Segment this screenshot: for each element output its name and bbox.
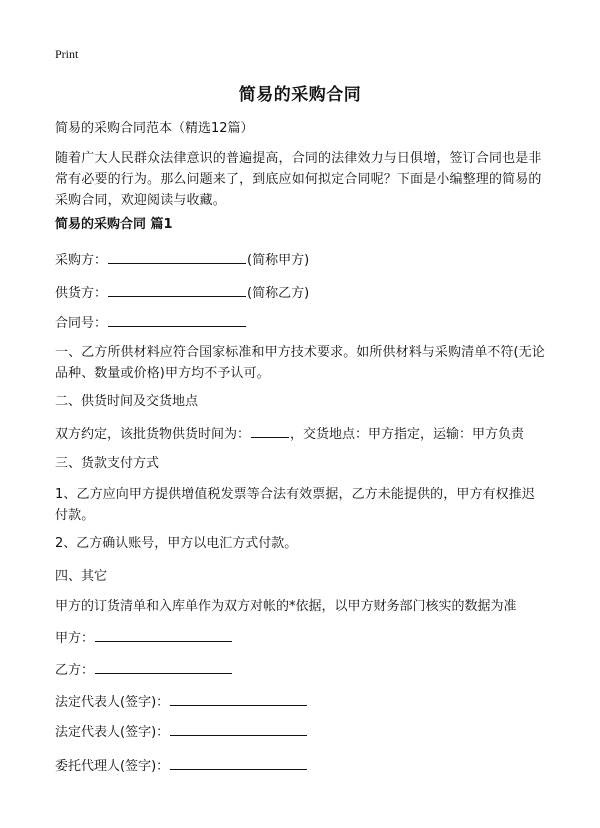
clause-3-heading: 三、货款支付方式: [55, 456, 160, 471]
legal-rep-1-blank-line: [170, 692, 307, 706]
clause-2-heading: 二、供货时间及交货地点: [55, 394, 199, 409]
print-link[interactable]: Print: [55, 47, 79, 61]
agent-blank-line: [170, 756, 307, 770]
delivery-time-blank-line: [251, 424, 289, 438]
delivery-time-label: 双方约定，该批货物供货时间为：: [55, 427, 251, 442]
legal-rep-1-row: [55, 692, 308, 712]
party-a-row: [55, 628, 233, 648]
party-a-blank-line: [95, 628, 232, 642]
clause-3-item-2: 2、乙方确认账号，甲方以电汇方式付款。: [55, 536, 298, 551]
contract-number-label: 合同号：: [55, 316, 108, 331]
clause-4-text: 甲方的订货清单和入库单作为双方对帐的*依据，以甲方财务部门核实的数据为准: [55, 599, 517, 614]
supplier-blank-line: [108, 283, 246, 297]
delivery-terms-text: ，交货地点：甲方指定，运输：甲方负责: [290, 427, 525, 442]
buyer-label: 采购方：: [55, 253, 108, 268]
intro-paragraph: 随着广大人民群众法律意识的普遍提高，合同的法律效力与日俱增，签订合同也是非常有必要的行为。那么问题来了，到底应如何拟定合同呢？下面是小编整理的简易的采购合同，欢迎阅读与收藏。: [55, 151, 542, 208]
supplier-suffix: (简称乙方): [247, 286, 310, 301]
agent-label: 委托代理人(签字)：: [55, 759, 170, 774]
buyer-blank-line: [108, 250, 246, 264]
party-b-blank-line: [95, 660, 232, 674]
party-a-label: 甲方：: [55, 631, 95, 646]
legal-rep-2-label: 法定代表人(签字)：: [55, 725, 170, 740]
clause-3-item-1: 1、乙方应向甲方提供增值税发票等合法有效票据，乙方未能提供的，甲方有权推迟付款。: [55, 487, 535, 523]
document-subtitle: 简易的采购合同范本（精选12篇）: [55, 121, 254, 136]
legal-rep-2-blank-line: [170, 722, 307, 736]
legal-rep-2-row: [55, 722, 308, 742]
agent-row: [55, 756, 308, 776]
buyer-suffix: (简称甲方): [247, 253, 310, 268]
supplier-label: 供货方：: [55, 286, 108, 301]
legal-rep-1-label: 法定代表人(签字)：: [55, 695, 170, 710]
supplier-row: [55, 283, 309, 303]
clause-1: 一、乙方所供材料应符合国家标准和甲方技术要求。如所供材料与采购清单不符(无论品种、数量或价格)甲方均不予认可。: [55, 345, 545, 381]
contract-number-blank-line: [108, 313, 246, 327]
party-b-label: 乙方：: [55, 663, 95, 678]
buyer-row: [55, 250, 309, 270]
clause-2-text: [55, 424, 524, 444]
contract-number-row: [55, 313, 247, 333]
section-heading: 简易的采购合同 篇1: [55, 217, 173, 232]
party-b-row: [55, 660, 233, 680]
clause-4-heading: 四、其它: [55, 569, 108, 584]
document-title: 简易的采购合同: [238, 85, 362, 105]
